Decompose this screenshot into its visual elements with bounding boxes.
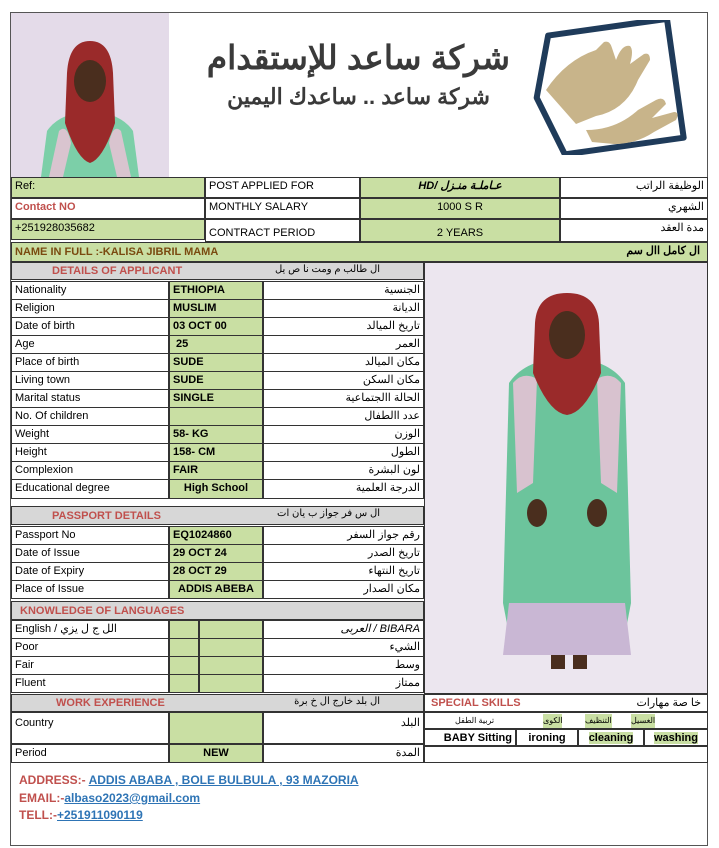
applicant-value: SUDE [169,353,263,372]
skill-ar: التنظيف [585,714,612,728]
language-arabic: BIBARA / العربى [263,620,424,639]
applicant-value: FAIR [169,461,263,480]
applicant-value: 25 [169,335,263,354]
applicant-label: Marital status [11,389,169,408]
skills-ar-row [424,712,708,729]
language-cell [169,674,199,693]
applicant-value: 58- KG [169,425,263,444]
address-value: ADDIS ABABA , BOLE BULBULA , 93 MAZORIA [88,773,359,787]
applicant-label: Religion [11,299,169,318]
applicant-label-ar: عدد االطفال [263,407,424,426]
applicant-label-ar: الطول [263,443,424,462]
skills-header-row [424,694,708,712]
passport-value: 29 OCT 24 [169,544,263,563]
skill-item [644,729,708,746]
applicant-label: Complexion [11,461,169,480]
applicant-label: Living town [11,371,169,390]
applicant-label-ar: الديانة [263,299,424,318]
applicant-label-ar: الدرجة العلمية [263,479,424,499]
applicant-value: 158- CM [169,443,263,462]
skills-header: SPECIAL SKILLS [431,697,521,709]
passport-label: Passport No [11,526,169,545]
applicant-value: 03 OCT 00 [169,317,263,336]
language-level-ar: الشيء [263,638,424,657]
country-value [169,712,263,744]
language-level-label: Fluent [11,674,169,693]
skill-ar: الكوى [543,714,562,728]
full-body-photo [424,262,708,694]
applicant-label: No. Of children [11,407,169,426]
company-slogan: شركة ساعد .. ساعدك اليمين [227,84,490,109]
applicant-label: Date of birth [11,317,169,336]
passport-value: EQ1024860 [169,526,263,545]
applicant-label: Age [11,335,169,354]
language-english: English / الل ج ل يزي [11,620,169,639]
period-label: Period [11,744,169,763]
country-label: Country [11,712,169,744]
salary-label-ar: الشهري [560,198,708,219]
contact-value: +251928035682 [11,219,205,240]
applicant-label-ar: الجنسية [263,281,424,300]
post-label-ar: الوظيفة الراتب [560,177,708,198]
company-name: شركة ساعد للإستقدام [206,39,510,76]
passport-label-ar: رقم جواز السفر [263,526,424,545]
skill-item-label: BABY Sitting [443,732,512,744]
applicant-label: Educational degree [11,479,169,499]
country-label-ar: البلد [263,712,424,744]
passport-value: 28 OCT 29 [169,562,263,581]
skill-item [424,729,516,746]
language-cell [199,620,263,639]
contract-label: CONTRACT PERIOD [205,219,360,242]
passport-label-ar: تاريخ الصدر [263,544,424,563]
tel-line [19,808,143,822]
applicant-label-ar: تاريخ الميالد [263,317,424,336]
applicant-value: ETHIOPIA [169,281,263,300]
period-label-ar: المدة [263,744,424,763]
skill-item-label: washing [653,732,698,744]
ref-label: Ref: [11,177,205,198]
skills-empty-row [424,746,708,763]
contract-value: 2 YEARS [360,219,560,242]
email-link[interactable]: albaso2023@gmail.com [64,791,201,805]
passport-label: Place of Issue [11,580,169,599]
language-level-label: Fair [11,656,169,675]
applicant-label-ar: الحالة االجتماعية [263,389,424,408]
period-value: NEW [169,744,263,763]
language-cell [199,656,263,675]
passport-label-ar: مكان الصدار [263,580,424,599]
full-name-ar: ال كامل اال سم [626,245,700,257]
languages-header: KNOWLEDGE OF LANGUAGES [11,601,424,620]
salary-label: MONTHLY SALARY [205,198,360,219]
skill-item [516,729,578,746]
skill-item-label: cleaning [588,732,634,744]
email-label: EMAIL:- [19,791,65,805]
passport-value: ADDIS ABEBA [169,580,263,599]
language-level-ar: ممتاز [263,674,424,693]
language-level-ar: وسط [263,656,424,675]
tel-label: TELL:- [19,808,57,822]
post-label: POST APPLIED FOR [205,177,360,198]
company-logo [526,20,691,155]
skill-item [578,729,644,746]
passport-label: Date of Issue [11,544,169,563]
skill-ar: الغسيل [631,714,655,728]
work-header-label: WORK EXPERIENCE [56,697,165,709]
address-label: ADDRESS:- [19,773,86,787]
tel-link[interactable]: +251911090119 [57,808,143,822]
salary-value: 1000 S R [360,198,560,219]
language-cell [199,638,263,657]
applicant-label-ar: لون البشرة [263,461,424,480]
language-cell [169,620,199,639]
email-line [19,791,200,805]
work-header-ar: ال بلد خارج ال خ برة [294,696,380,707]
skill-ar: تربية الطفل [455,716,495,725]
full-name: NAME IN FULL :-KALISA JIBRIL MAMA [11,242,708,262]
applicant-label: Height [11,443,169,462]
post-value: HD/ عـاملـة منـزل [360,177,560,198]
applicant-value [169,407,263,426]
applicant-value: SINGLE [169,389,263,408]
applicant-label: Weight [11,425,169,444]
passport-header-label: PASSPORT DETAILS [52,510,161,522]
applicant-label: Nationality [11,281,169,300]
applicant-value: MUSLIM [169,299,263,318]
small-photo [11,13,169,177]
language-cell [199,674,263,693]
language-level-label: Poor [11,638,169,657]
applicant-label-ar: العمر [263,335,424,354]
passport-header-ar: ال س فر جواز ب يان ات [277,508,380,519]
contract-label-ar: مدة العقد [560,219,708,242]
language-cell [169,656,199,675]
skill-item-label: ironing [528,732,566,744]
passport-label-ar: تاريخ النتهاء [263,562,424,581]
language-cell [169,638,199,657]
applicant-label-ar: الوزن [263,425,424,444]
applicant-label: Place of birth [11,353,169,372]
applicant-value: High School [169,479,263,499]
address-line [19,773,359,787]
skills-header-ar: خا صة مهارات [636,697,701,709]
applicant-header-ar: ال طالب م ومت نا ص يل [274,264,380,275]
applicant-header-label: DETAILS OF APPLICANT [52,265,183,277]
applicant-value: SUDE [169,371,263,390]
applicant-label-ar: مكان الميالد [263,353,424,372]
applicant-label-ar: مكان السكن [263,371,424,390]
passport-label: Date of Expiry [11,562,169,581]
contact-label: Contact NO [11,198,205,219]
